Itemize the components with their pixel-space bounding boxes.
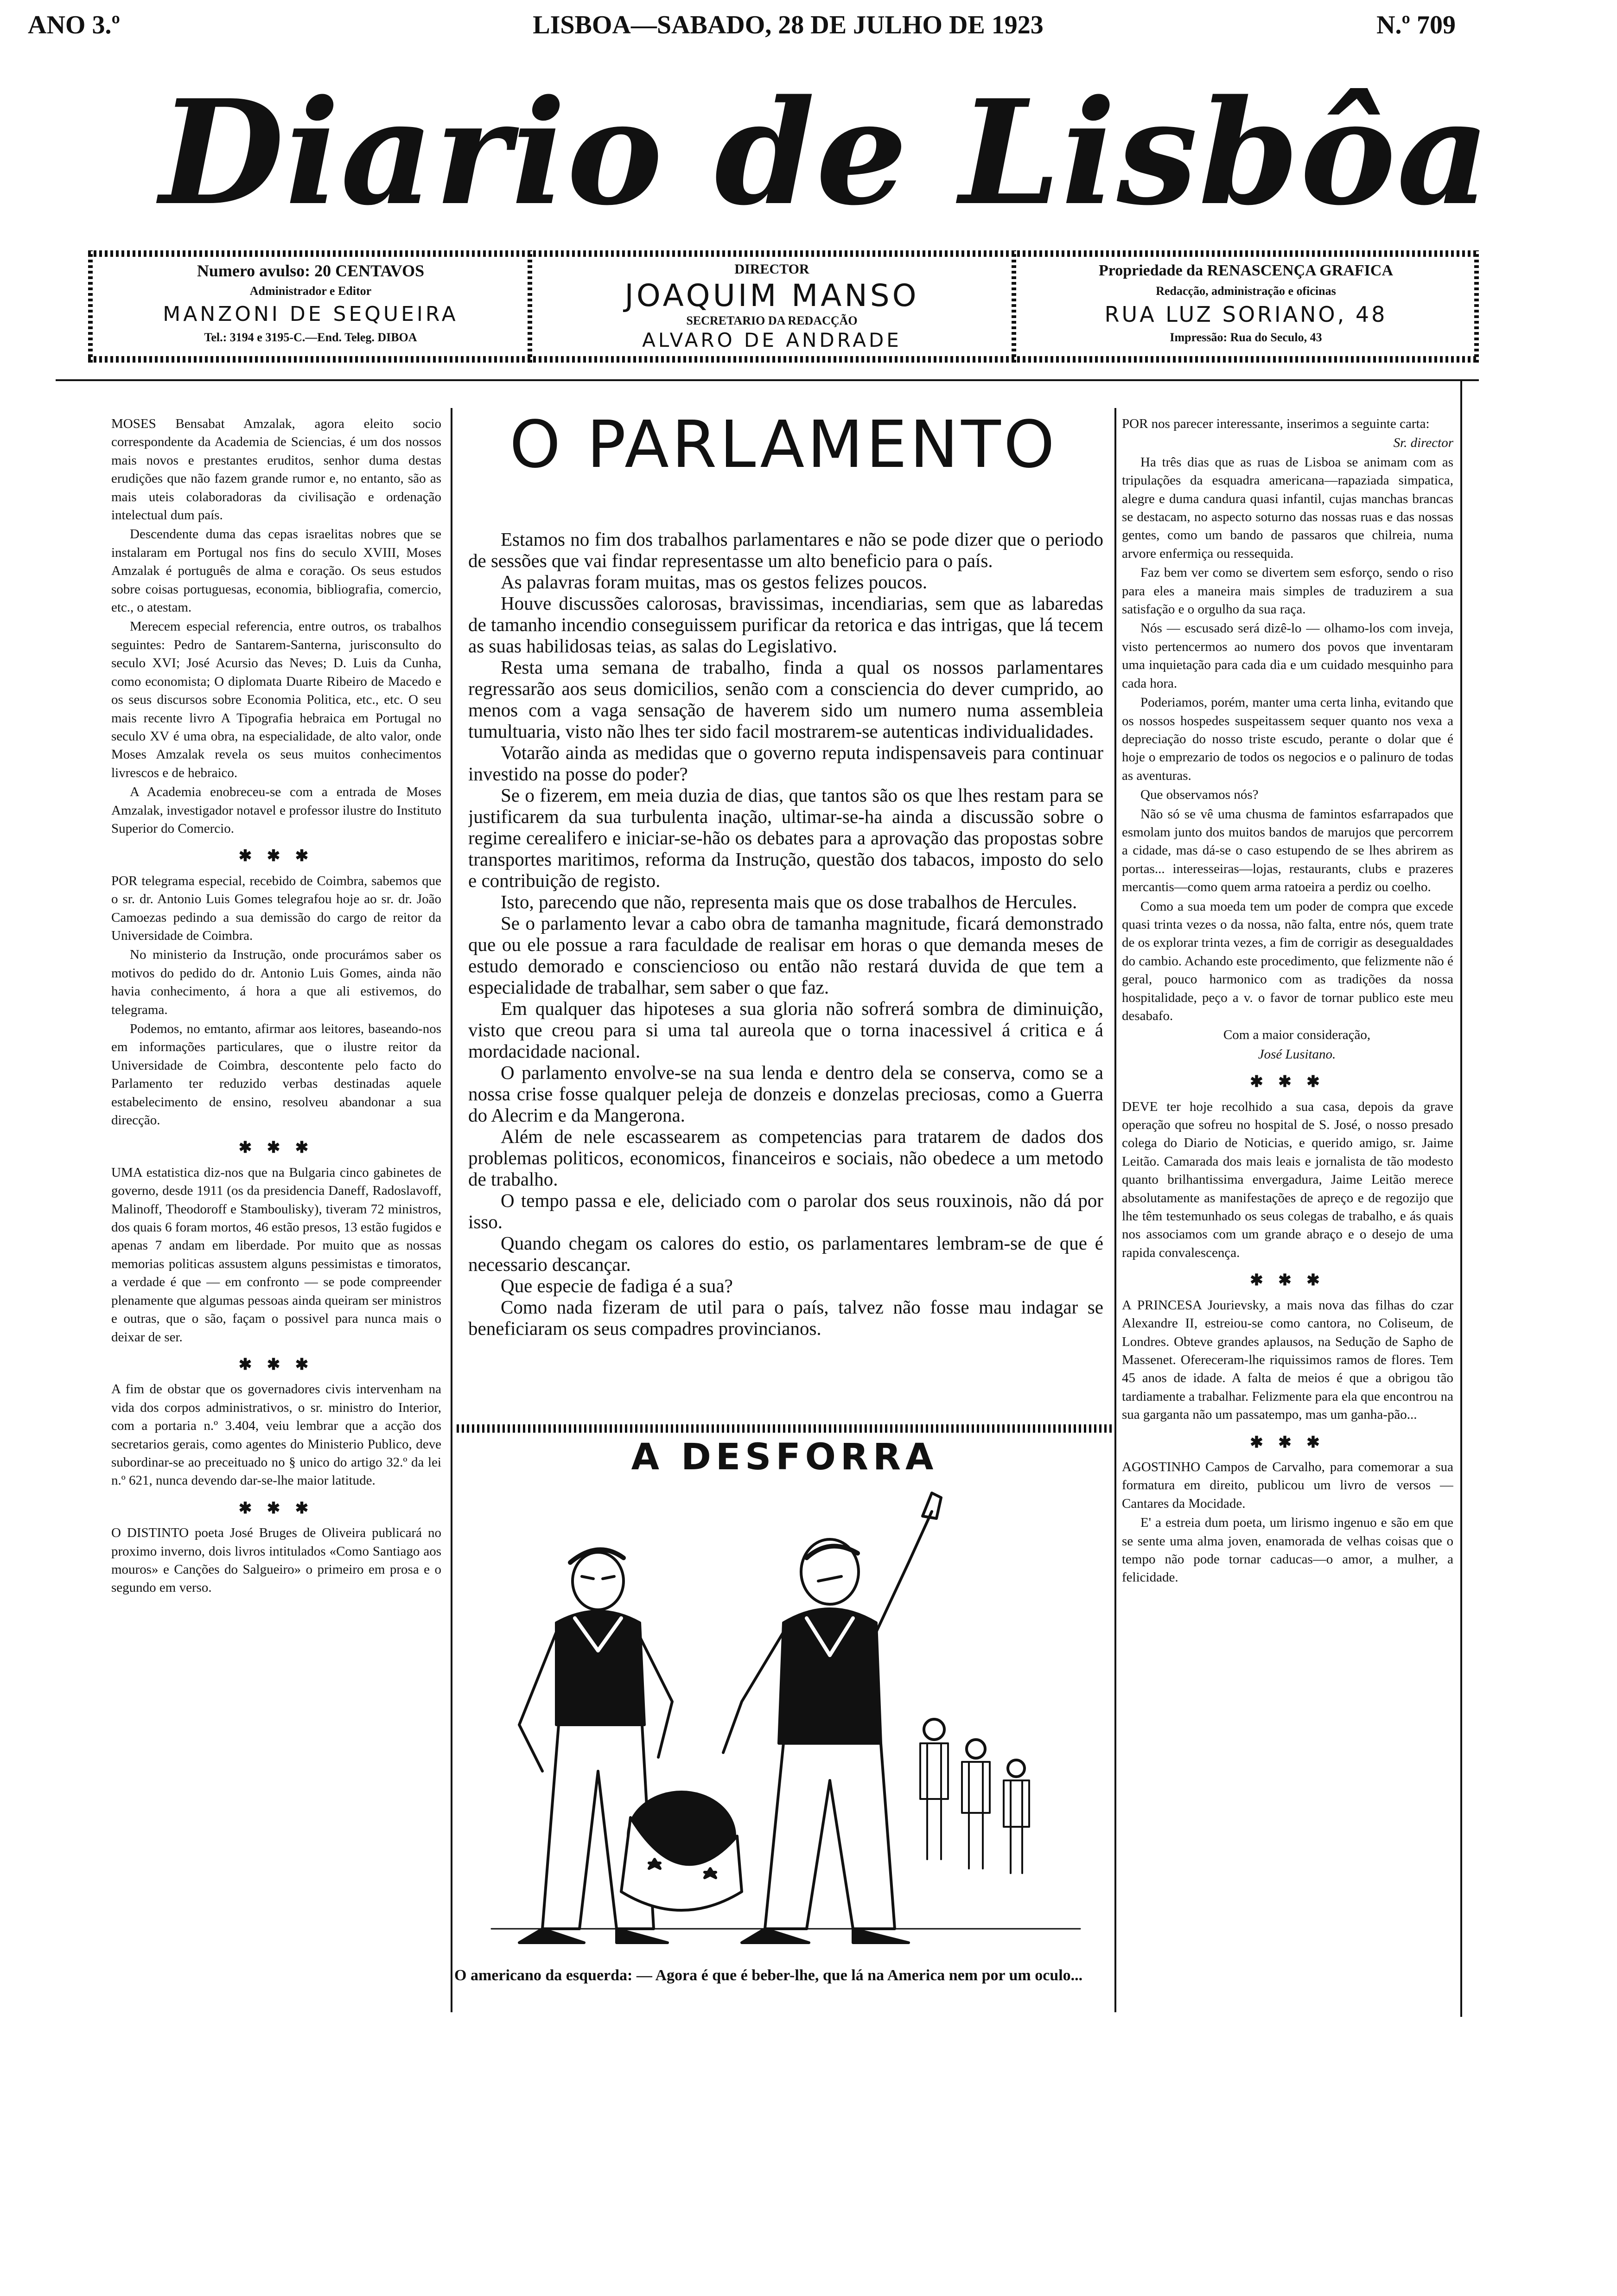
editorial-paragraph: Se o parlamento levar a cabo obra de tamanha magnitude, ficará demonstrado que ou ele possue a rara faculdade de realisar em horas o que demanda meses de estudo demorado e consciencioso ou então não restará duvida de que tem a especialidade de trabalhar, sem saber o que faz. <box>468 912 1103 998</box>
news-item: Não só se vê uma chusma de famintos esfarrapados que esmolam junto dos muitos bandos de marujos que percorrem a cidade, mas dá-se o caso estupendo de se lhes abrirem as portas... interesseiras—lojas, restaurants, clubs e prazeres mercantis—como quem arma ratoeira a perdiz ou coelho. <box>1122 806 1453 895</box>
editorial-paragraph: O tempo passa e ele, deliciado com o parolar dos seus rouxinois, não dá por isso. <box>468 1190 1103 1232</box>
column-rule <box>451 408 452 2012</box>
letter-signature: José Lusitano. <box>1258 1046 1336 1062</box>
cartoon-caption: O americano da esquerda: — Agora é que é beber-lhe, que lá na America nem por um oculo... <box>454 1967 1083 1984</box>
stars-separator: ✱ ✱ ✱ <box>1250 1073 1325 1091</box>
director-name: JOAQUIM MANSO <box>624 278 919 313</box>
editorial-paragraph: Quando chegam os calores do estio, os parlamentares lembram-se de que é necessario descançar. <box>468 1232 1103 1275</box>
letter-closing: Com a maior consideração, <box>1223 1027 1371 1043</box>
editorial-title: O PARLAMENTO <box>509 407 1057 483</box>
header-divider <box>1474 250 1479 363</box>
cartoon-title: A DESFORRA <box>631 1436 938 1478</box>
stars-separator: ✱ ✱ ✱ <box>238 1139 314 1157</box>
news-item: A fim de obstar que os governadores civis intervenham na vida dos corpos administrativos, o sr. ministro do Interior, com a portaria n.º 3.404, veiu lembrar que a acção dos secretarios gerais, como agentes do Ministerio Publico, deve subordinar-se ao preceituado no § unico do artigo 32.º da lei n.º 621, nunca devendo dar-se-lhe maior latitude. <box>111 1382 441 1488</box>
issue-number: N.º 709 <box>1376 11 1456 39</box>
secretary-name: ALVARO DE ANDRADE <box>642 329 902 351</box>
masthead-title: Diario de Lisbôa <box>159 69 1491 237</box>
news-item: POR nos parecer interessante, inserimos a seguinte carta: <box>1122 416 1430 431</box>
news-item: Faz bem ver como se divertem sem esforço, sendo o riso para eles a maneira mais simples de traduzirem a sua satisfação e o orgulho da sua raça. <box>1122 565 1453 617</box>
stars-separator: ✱ ✱ ✱ <box>238 848 314 865</box>
admin-name: MANZONI DE SEQUEIRA <box>163 302 458 326</box>
office-address: RUA LUZ SORIANO, 48 <box>1104 302 1388 327</box>
stars-separator: ✱ ✱ ✱ <box>238 1499 314 1517</box>
owner-line: Propriedade da RENASCENÇA GRAFICA <box>1098 262 1394 279</box>
news-item: MOSES Bensabat Amzalak, agora eleito socio correspondente da Academia de Sciencias, é um dos nossos mais novos e prestantes eruditos, senhor duma destas erudições que não fazem grande rumor e, no entanto, são as mais uteis colaboradoras da civilisação e ordenação intelectual dum país. <box>111 416 441 523</box>
news-item: Como a sua moeda tem um poder de compra que excede quasi trinta vezes o da nossa, não falta, entre nós, quem trate de os explorar trinta vezes, a fim de corrigir as desegualdades do cambio. Achando este procedimento, que felizmente não é geral, pouco harmonico com as tradições da nossa hospitalidade, peço a v. o favor de tornar publico este meu desabafo. <box>1122 899 1453 1023</box>
header-divider <box>88 250 93 363</box>
news-item: O DISTINTO poeta José Bruges de Oliveira publicará no proximo inverno, dois livros intitulados «Como Santiago aos mouros» e Canções do Salgueiro» o primeiro em prosa e o segundo em verso. <box>111 1525 441 1595</box>
editorial-paragraph: Resta uma semana de trabalho, finda a qual os nossos parlamentares regressarão aos seus domicilios, senão com a consciencia do dever cumprido, ao menos com a vaga sensação de haverem sido um numero numa assembleia tumultuaria, visto não lhes ter sido facil mostrarem-se autenticas individualidades. <box>468 657 1103 742</box>
news-item: A PRINCESA Jourievsky, a mais nova das filhas do czar Alexandre II, estreiou-se como cantora, no Coliseum, de Londres. Obteve grandes aplausos, na Sedução de Sapho de Massenet. Ofereceram-lhe riquissimos ramos de flores. Tem 45 anos de idade. A falta de meios é que a obrigou tão tardiamente a trabalhar. Felizmente para ela que encontrou na sua garganta não um passatempo, mas um ganha-pão... <box>1122 1297 1453 1422</box>
news-item: UMA estatistica diz-nos que na Bulgaria cinco gabinetes de governo, desde 1911 (os da presidencia Daneff, Radoslavoff, Malinoff, Theodoroff e Stamboulisky), tiveram 72 ministros, dos quais 6 foram mortos, 46 estão presos, 13 estão fugidos e apenas 7 andam em liberdade. Por muito que as nossas memorias politicas assustem alguns pessimistas e timoratos, a verdade é que — em confronto — se pode compreender plenamente que algumas pessoas ainda queiram ser ministros e outras, que o são, façam o possivel para nunca mais o deixar de ser. <box>111 1165 441 1345</box>
header-bottom-rule <box>88 356 1479 363</box>
header-right <box>1020 260 1472 355</box>
news-item: AGOSTINHO Campos de Carvalho, para comemorar a sua formatura em direito, publicou um livro de versos — Cantares da Mocidade. <box>1122 1459 1453 1511</box>
news-item: Descendente duma das cepas israelitas nobres que se instalaram em Portugal nos fins do seculo XVIII, Moses Amzalak é português de alma e coração. Os seus estudos sobre coisas portuguesas, economia, bibliografia, comercio, etc., o atestam. <box>111 527 441 615</box>
director-label: DIRECTOR <box>734 261 809 277</box>
news-item: No ministerio da Instrução, onde procurámos saber os motivos do pedido do dr. Antonio Luis Gomes, ainda não havia conhecimento, á hora a que ali estivemos, do telegrama. <box>111 947 441 1017</box>
editorial-paragraph: O parlamento envolve-se na sua lenda e dentro dela se conserva, como se a nossa crise fosse qualquer peleja de donzeis e donzelas preciosas, como a Guerra do Alecrim e da Mangerona. <box>468 1062 1103 1126</box>
editorial-paragraph: Estamos no fim dos trabalhos parlamentares e não se pode dizer que o periodo de sessões que vai findar representasse um alto beneficio para o país. <box>468 529 1103 571</box>
news-item: Nós — escusado será dizê-lo — olhamo-los com inveja, visto pertencermos ao numero dos povos que inventaram uma inquietação para cada dia e um cuidado mesquinho para cada hora. <box>1122 621 1453 691</box>
column-rule <box>1114 408 1116 2012</box>
letter-salutation: Sr. director <box>1393 435 1453 451</box>
news-item: Poderiamos, porém, manter uma certa linha, evitando que os nossos hospedes suspeitassem sequer quanto nos vexa a depreciação do nosso triste escudo, perante o dolar que é hoje o emprezario de todos os negocios e o palinuro de todas as aventuras. <box>1122 695 1453 783</box>
editorial-paragraph: Houve discussões calorosas, bravissimas, incendiarias, sem que as labaredas de tamanho incendio conseguissem purificar da retorica e das intrigas, que lá tecem as suas habilidosas teias, as salas do Legislativo. <box>468 593 1103 657</box>
news-item: E' a estreia dum poeta, um lirismo ingenuo e são em que se sente uma alma joven, enamorada de velhas coisas que o tempo não pode tornar caducas—o amor, a mulher, a felicidade. <box>1122 1515 1453 1585</box>
secretary-label: SECRETARIO DA REDACÇÃO <box>686 314 858 327</box>
header-center <box>538 260 1006 355</box>
news-item: Ha três dias que as ruas de Lisboa se animam com as tripulações da esquadra americana—rapaziada simpatica, alegre e duma candura quasi infantil, cujas manchas brancas se destacam, no aspecto soturno das nossas ruas e das nossas gentes, como um bando de passaros que chilreia, numa arvore enfermiça ou ressequida. <box>1122 454 1453 561</box>
editorial-paragraph: As palavras foram muitas, mas os gestos felizes poucos. <box>501 571 928 593</box>
news-item: Podemos, no emtanto, afirmar aos leitores, baseando-nos em informações particulares, que o ilustre reitor da Universidade de Coimbra, descontente pelo facto do Parlamento ter reduzido verbas destinadas aquele estabelecimento de ensino, resolveu abandonar a sua direcção. <box>111 1021 441 1128</box>
year-label: ANO 3.º <box>28 11 120 39</box>
header-divider <box>1012 250 1016 363</box>
left-column <box>111 415 441 2001</box>
header-divider <box>528 250 532 363</box>
admin-label: Administrador e Editor <box>249 284 372 298</box>
editorial-paragraph: Que especie de fadiga é a sua? <box>501 1275 733 1296</box>
header-top-rule <box>88 250 1479 257</box>
editorial-paragraph: Além de nele escassearem as competencias para tratarem de dados dos problemas politicos, economicos, financeiros e sociais, não obedece a um metodo de trabalho. <box>468 1126 1103 1190</box>
news-item: POR telegrama especial, recebido de Coimbra, sabemos que o sr. dr. Antonio Luis Gomes telegrafou hoje ao sr. dr. João Camoezas pedindo a sua demissão do cargo de reitor da Universidade de Coimbra. <box>111 873 441 943</box>
editorial-paragraph: Em qualquer das hipoteses a sua gloria não sofrerá sombra de diminuição, visto que creou para si uma tal aureola que o torna inacessivel á critica e á mordacidade nacional. <box>468 998 1103 1062</box>
cartoon-illustration <box>464 1484 1108 1961</box>
stars-separator: ✱ ✱ ✱ <box>1250 1434 1325 1451</box>
dateline: LISBOA—SABADO, 28 DE JULHO DE 1923 <box>533 11 1044 39</box>
stars-separator: ✱ ✱ ✱ <box>238 1356 314 1373</box>
editorial-paragraph: Isto, parecendo que não, representa mais que os dose trabalhos de Hercules. <box>501 891 1077 912</box>
telephone-line: Tel.: 3194 e 3195-C.—End. Teleg. DIBOA <box>204 331 417 344</box>
editorial-paragraph: Votarão ainda as medidas que o governo reputa indispensaveis para continuar investido na posse do poder? <box>468 742 1103 784</box>
editorial-paragraph: Como nada fizeram de util para o país, talvez não fosse mau indagar se beneficiaram os seus compadres provincianos. <box>468 1296 1103 1339</box>
editorial-body <box>468 529 1103 1423</box>
page-frame-rule <box>1460 380 1462 2017</box>
news-item: Merecem especial referencia, entre outros, os trabalhos seguintes: Pedro de Santarem-Santerna, jurisconsulto do seculo XVI; José Acursio das Neves; D. Luis da Cunha, como economista; O diplomata Duarte Ribeiro de Macedo e os seus discursos sobre Economia Politica, etc., etc. O seu mais recente livro A Tipografia hebraica em Portugal no seculo XV é uma obra, na especialidade, de alto valor, onde Moses Amzalak revela os seus muitos conhecimentos livrescos e de hebraico. <box>111 619 441 780</box>
editorial-paragraph: Se o fizerem, em meia duzia de dias, que tantos são os que lhes restam para se justificarem da sua turbulenta inação, ultimar-se-ha ainda a discussão sobre o regime cerealifero e iniciar-se-hão os debates para a aprovação das propostas sobre transportes maritimos, reforma da Instrução, questão dos tabacos, imposto do selo e contribuição de registo. <box>468 784 1103 891</box>
news-item: Que observamos nós? <box>1140 787 1259 803</box>
news-item: A Academia enobreceu-se com a entrada de Moses Amzalak, investigador notavel e professor ilustre do Instituto Superior do Comercio. <box>111 784 441 836</box>
print-address: Impressão: Rua do Seculo, 43 <box>1170 331 1322 344</box>
cartoon-rule <box>457 1424 1113 1433</box>
price-line: Numero avulso: 20 CENTAVOS <box>197 261 425 280</box>
stars-separator: ✱ ✱ ✱ <box>1250 1272 1325 1289</box>
news-item: DEVE ter hoje recolhido a sua casa, depois da grave operação que sofreu no hospital de S. José, o nosso presado colega do Diario de Noticias, e querido amigo, sr. Jaime Leitão. Camarada dos mais leais e jornalista de tão modesto quanto brilhantissima envergadura, Jaime Leitão merece absolutamente as manifestações de apreço e de regozijo que lhe têm testemunhado os seus colegas de trabalho, e ás quais nos associamos com um grande abraço e o desejo de uma rapida convalescença. <box>1122 1099 1453 1260</box>
header-left <box>102 260 519 355</box>
office-label: Redacção, administração e oficinas <box>1156 284 1336 298</box>
right-column <box>1122 415 1453 2001</box>
body-top-rule <box>56 379 1479 381</box>
